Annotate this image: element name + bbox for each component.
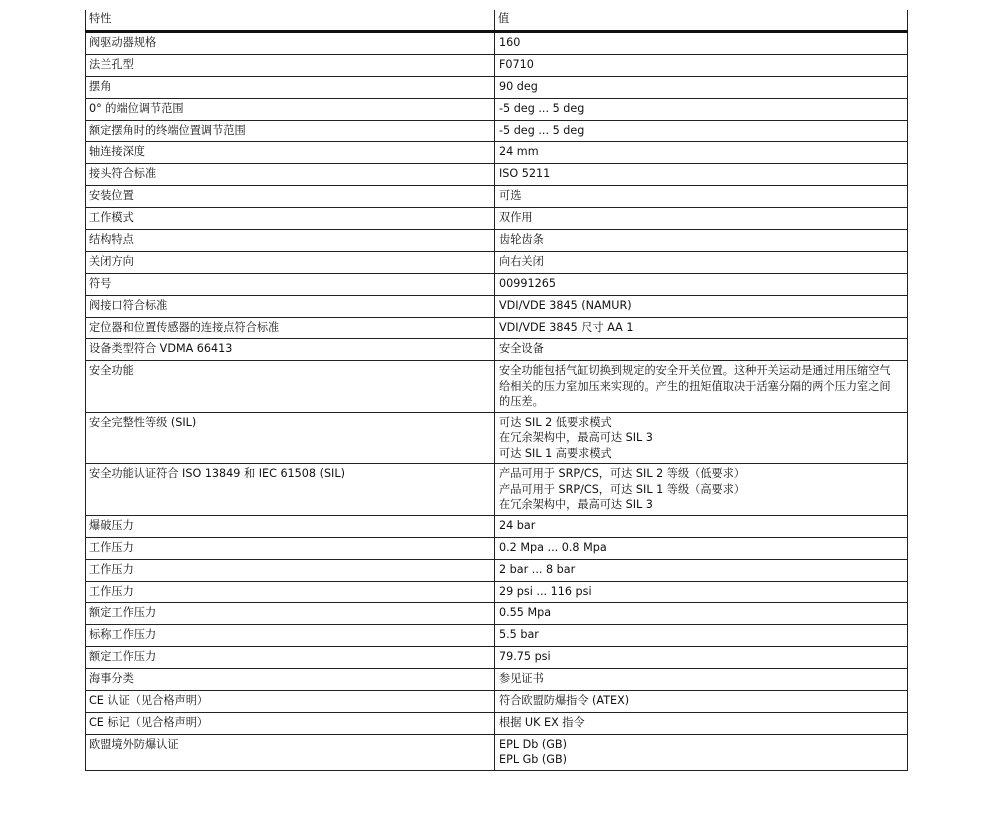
table-row [86,120,908,142]
value-cell: 向右关闭 [495,251,908,273]
table-row [86,537,908,559]
value-cell: 160 [495,32,908,55]
property-cell: 安全完整性等级 (SIL) [86,412,495,464]
value-cell: 参见证书 [495,669,908,691]
value-cell: VDI/VDE 3845 (NAMUR) [495,295,908,317]
property-cell: 欧盟境外防爆认证 [86,734,495,770]
value-cell: 5.5 bar [495,625,908,647]
table-header [86,10,908,32]
table-row [86,76,908,98]
table-row [86,208,908,230]
property-cell: 额定工作压力 [86,603,495,625]
table-row [86,464,908,516]
value-cell: 安全设备 [495,339,908,361]
table-row [86,32,908,55]
value-cell: 0.55 Mpa [495,603,908,625]
property-cell: 轴连接深度 [86,142,495,164]
property-cell: 海事分类 [86,669,495,691]
property-cell: 标称工作压力 [86,625,495,647]
property-cell: 工作压力 [86,537,495,559]
table-row [86,317,908,339]
table-row [86,690,908,712]
table-row [86,647,908,669]
property-cell: 符号 [86,273,495,295]
property-cell: 工作模式 [86,208,495,230]
value-cell: 2 bar ... 8 bar [495,559,908,581]
value-cell: 符合欧盟防爆指令 (ATEX) [495,690,908,712]
spec-table [85,10,908,771]
value-cell: 79.75 psi [495,647,908,669]
value-cell: -5 deg ... 5 deg [495,120,908,142]
property-cell: CE 标记（见合格声明） [86,712,495,734]
table-row [86,603,908,625]
property-cell: 设备类型符合 VDMA 66413 [86,339,495,361]
property-cell: 法兰孔型 [86,54,495,76]
property-cell: 工作压力 [86,559,495,581]
table-row [86,361,908,413]
table-row [86,273,908,295]
table-row [86,625,908,647]
value-cell: F0710 [495,54,908,76]
property-cell: 额定摆角时的终端位置调节范围 [86,120,495,142]
value-cell: 24 bar [495,515,908,537]
table-row [86,230,908,252]
table-row [86,295,908,317]
value-cell: 24 mm [495,142,908,164]
table-row [86,581,908,603]
property-cell: 安全功能 [86,361,495,413]
header-property: 特性 [86,10,495,32]
value-cell: 00991265 [495,273,908,295]
table-row [86,734,908,770]
property-cell: 结构特点 [86,230,495,252]
property-cell: 摆角 [86,76,495,98]
table-row [86,251,908,273]
value-cell: 可选 [495,186,908,208]
property-cell: 额定工作压力 [86,647,495,669]
table-row [86,669,908,691]
value-cell: 90 deg [495,76,908,98]
property-cell: 接头符合标准 [86,164,495,186]
table-row [86,98,908,120]
property-cell: 工作压力 [86,581,495,603]
header-value: 值 [495,10,908,32]
property-cell: 定位器和位置传感器的连接点符合标准 [86,317,495,339]
value-cell: 产品可用于 SRP/CS，可达 SIL 2 等级（低要求） 产品可用于 SRP/CS，可达 SIL 1 等级（高要求） 在冗余架构中，最高可达 SIL 3 [495,464,908,516]
table-row [86,164,908,186]
value-cell: 齿轮齿条 [495,230,908,252]
value-cell: 29 psi ... 116 psi [495,581,908,603]
table-row [86,515,908,537]
value-cell: -5 deg ... 5 deg [495,98,908,120]
table-row [86,54,908,76]
property-cell: 爆破压力 [86,515,495,537]
property-cell: 阀驱动器规格 [86,32,495,55]
property-cell: 0° 的端位调节范围 [86,98,495,120]
value-cell: ISO 5211 [495,164,908,186]
value-cell: 0.2 Mpa ... 0.8 Mpa [495,537,908,559]
value-cell: EPL Db (GB) EPL Gb (GB) [495,734,908,770]
table-row [86,186,908,208]
property-cell: 关闭方向 [86,251,495,273]
table-body [86,32,908,771]
value-cell: 安全功能包括气缸切换到规定的安全开关位置。这种开关运动是通过用压缩空气给相关的压力室加压来实现的。产生的扭矩值取决于活塞分隔的两个压力室之间的压差。 [495,361,908,413]
table-row [86,142,908,164]
table-row [86,339,908,361]
table-row [86,412,908,464]
table-row [86,559,908,581]
value-cell: VDI/VDE 3845 尺寸 AA 1 [495,317,908,339]
value-cell: 双作用 [495,208,908,230]
property-cell: CE 认证（见合格声明） [86,690,495,712]
property-cell: 安全功能认证符合 ISO 13849 和 IEC 61508 (SIL) [86,464,495,516]
header-row [86,10,908,32]
value-cell: 根据 UK EX 指令 [495,712,908,734]
property-cell: 阀接口符合标准 [86,295,495,317]
table-row [86,712,908,734]
property-cell: 安装位置 [86,186,495,208]
value-cell: 可达 SIL 2 低要求模式 在冗余架构中，最高可达 SIL 3 可达 SIL 1 高要求模式 [495,412,908,464]
